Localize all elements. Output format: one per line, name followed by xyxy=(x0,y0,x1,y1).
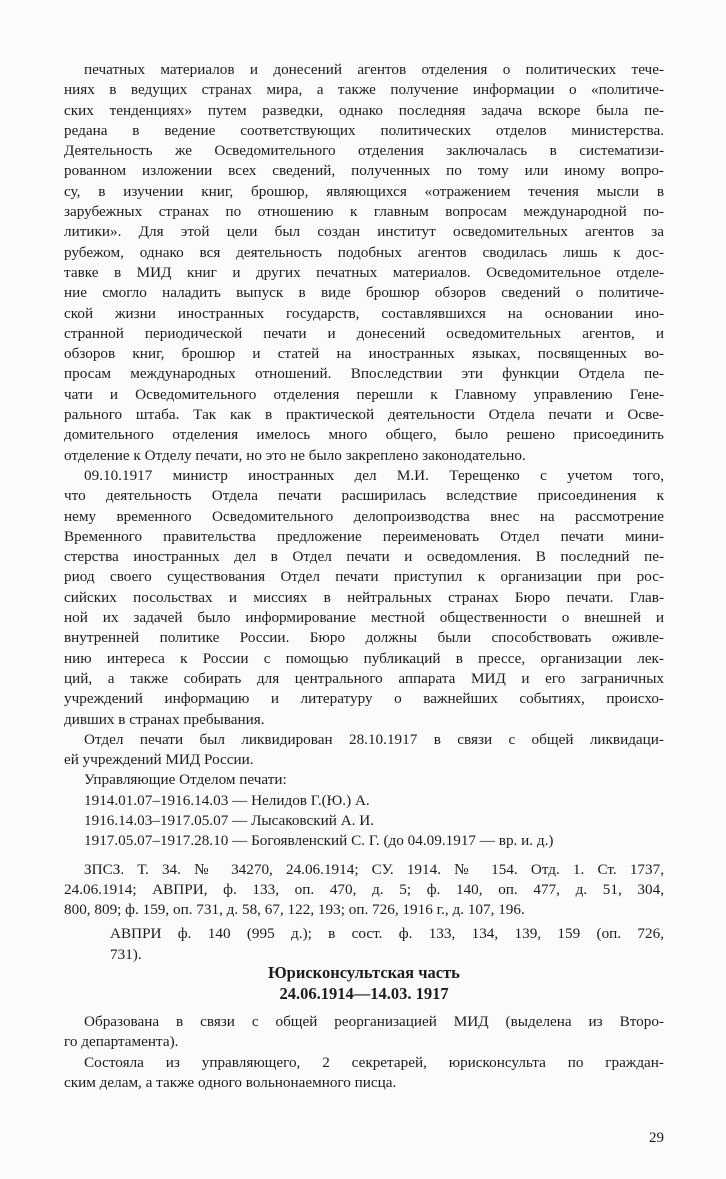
managers-title: Управляющие Отделом печати: xyxy=(84,771,287,789)
text-line: ниях в ведущих странах мира, а также получение информации о «политиче- xyxy=(64,81,664,99)
text-line: ние смогло наладить выпуск в виде брошюр обзоров сведений о политиче- xyxy=(64,284,664,302)
text-line: Отдел печати был ликвидирован 28.10.1917 в связи с общей ликвидаци- xyxy=(84,730,664,748)
source-line: 800, 809; ф. 159, оп. 731, д. 58, 67, 122, 193; оп. 726, 1916 г., д. 107, 196. xyxy=(64,901,525,919)
text-line: ским делам, а также одного вольнонаемного писца. xyxy=(64,1073,397,1091)
manager-row: 1914.01.07–1916.14.03 — Нелидов Г.(Ю.) А. xyxy=(84,791,370,809)
text-line: Состояла из управляющего, 2 секретарей, юрисконсульта по граждан- xyxy=(84,1053,664,1071)
archive-line: 731). xyxy=(110,945,142,963)
text-line: зарубежных странах по отношению к главным вопросам международной по- xyxy=(64,203,664,221)
text-line: Образована в связи с общей реорганизацией МИД (выделена из Второ- xyxy=(84,1013,664,1030)
text-line: домительного отделения имелось много общего, было решено присоединить xyxy=(64,426,664,444)
section-dates: 24.06.1914—14.03. 1917 xyxy=(279,984,449,1003)
text-line: ской жизни иностранных государств, составлявшихся на основании ино- xyxy=(64,304,664,322)
main-text-column xyxy=(64,60,664,965)
text-line: чати и Осведомительного отделения перешли к Главному управлению Гене- xyxy=(64,385,664,403)
page-number: 29 xyxy=(649,1130,664,1146)
text-line: редана в ведение соответствующих политических отделов министерства. xyxy=(64,121,664,139)
text-line: 09.10.1917 министр иностранных дел М.И. Терещенко с учетом того, xyxy=(84,466,664,484)
paragraph-formation xyxy=(64,1012,664,1053)
text-line: ной их задачей было информирование местной общественности о внешней и xyxy=(64,609,664,627)
text-line: обзоров книг, брошюр и статей на иностранных языках, посвященных во- xyxy=(64,345,664,363)
sources-block xyxy=(64,860,664,921)
text-line: просам международных отношений. Впоследствии эти функции Отдела пе- xyxy=(64,365,664,383)
manager-row: 1916.14.03–1917.05.07 — Лысаковский А. И. xyxy=(84,811,375,829)
text-line: странной периодической печати и донесений осведомительных агентов, и xyxy=(64,324,664,342)
text-line: Деятельность же Осведомительного отделения заключалась в систематизи- xyxy=(64,142,664,160)
text-line: печатных материалов и донесений агентов отделения о политических тече- xyxy=(84,61,664,78)
text-line: отделение к Отделу печати, но это не было закреплено законодательно. xyxy=(64,446,526,464)
text-line: ских тенденциях» путем разведки, однако последняя задача вскоре была пе- xyxy=(64,101,664,119)
archive-block xyxy=(64,924,664,965)
text-line: рованном изложении всех сведений, полученных по тому или иному вопро- xyxy=(64,162,664,180)
section-title: Юрисконсультская часть xyxy=(268,963,460,982)
section-heading xyxy=(64,962,664,1004)
text-line: учреждений информацию и литературу о важнейших событиях, происхо- xyxy=(64,690,664,708)
paragraph-tereshchenko xyxy=(64,466,664,730)
text-line: ей учреждений МИД России. xyxy=(64,751,254,769)
archive-line: АВПРИ ф. 140 (995 д.); в сост. ф. 133, 134, 139, 159 (оп. 726, xyxy=(110,925,664,943)
text-line: Временного правительства предложение переименовать Отдел печати мини- xyxy=(64,527,664,545)
text-line: риод своего существования Отдел печати приступил к организации при рос- xyxy=(64,568,664,586)
source-line: 24.06.1914; АВПРИ, ф. 133, оп. 470, д. 5; ф. 140, оп. 477, д. 51, 304, xyxy=(64,880,664,898)
section-text-column xyxy=(64,1012,664,1093)
manager-row: 1917.05.07–1917.28.10 — Богоявленский С. Г. (до 04.09.1917 — вр. и. д.) xyxy=(84,832,554,850)
source-line: ЗПСЗ. Т. 34. № 34270, 24.06.1914; СУ. 1914. № 154. Отд. 1. Ст. 1737, xyxy=(84,860,664,878)
text-line: дивших в странах пребывания. xyxy=(64,710,265,728)
managers-block xyxy=(64,770,664,851)
text-line: нему временного Осведомительного делопроизводства внес на рассмотрение xyxy=(64,507,664,525)
text-line: рального штаба. Так как в практической деятельности Отдела печати и Осве- xyxy=(64,406,664,424)
text-line: нию интереса к России с помощью публикаций в прессе, организации лек- xyxy=(64,649,664,667)
text-line: го департамента). xyxy=(64,1033,179,1051)
text-line: стерства иностранных дел в Отдел печати и осведомления. В последний пе- xyxy=(64,548,664,566)
text-line: что деятельность Отдела печати расширилась вследствие присоединения к xyxy=(64,487,664,505)
paragraph-liquidation xyxy=(64,730,664,771)
text-line: ций, а также собирать для центрального аппарата МИД и его заграничных xyxy=(64,669,664,687)
text-line: тавке в МИД книг и других печатных материалов. Осведомительное отделе- xyxy=(64,263,664,281)
text-line: рубежом, однако вся деятельность подобных агентов сводилась лишь к дос- xyxy=(64,243,664,261)
text-line: сийских посольствах и миссиях в нейтральных странах Бюро печати. Глав- xyxy=(64,588,664,606)
paragraph-press-department xyxy=(64,60,664,466)
text-line: внутренней политике России. Бюро должны были способствовать оживле- xyxy=(64,629,664,647)
text-line: литики». Для этой цели был создан институт осведомительных агентов за xyxy=(64,223,664,241)
paragraph-staff xyxy=(64,1053,664,1094)
text-line: су, в изучении книг, брошюр, являющихся «отражением течения мысли в xyxy=(64,182,664,200)
